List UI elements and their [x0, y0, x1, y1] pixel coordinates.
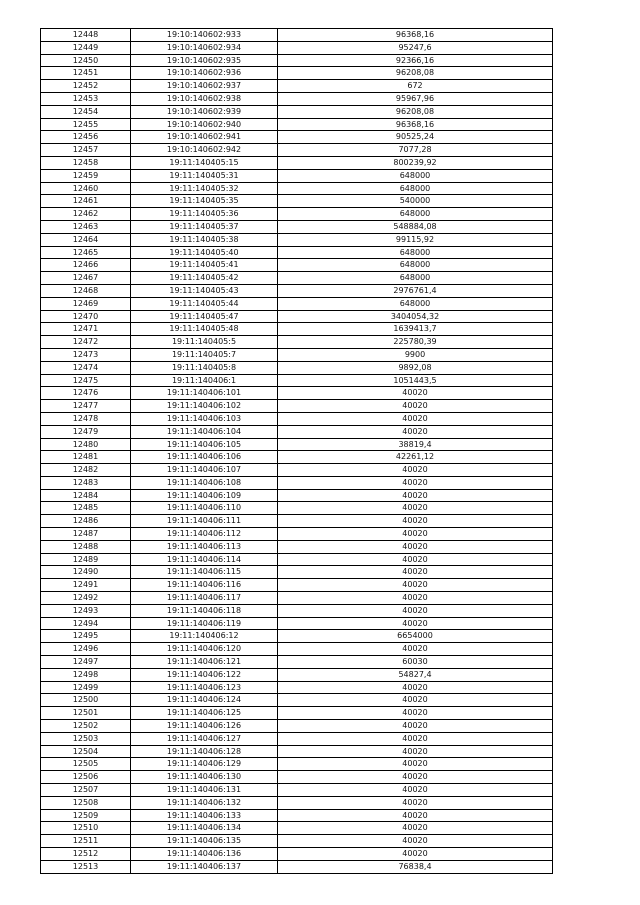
row-number-cell: 12504	[41, 745, 131, 758]
table-row	[41, 604, 553, 617]
table-row	[41, 387, 553, 400]
cadastral-number-cell: 19:10:140602:937	[131, 80, 278, 93]
table-row	[41, 656, 553, 669]
table-row	[41, 348, 553, 361]
cadastral-number-cell: 19:11:140405:48	[131, 323, 278, 336]
cadastral-number-cell: 19:11:140405:36	[131, 208, 278, 221]
value-cell: 40020	[278, 694, 553, 707]
cadastral-number-cell: 19:11:140405:47	[131, 310, 278, 323]
value-cell: 648000	[278, 272, 553, 285]
cadastral-number-cell: 19:11:140406:116	[131, 579, 278, 592]
table-row	[41, 707, 553, 720]
cadastral-number-cell: 19:10:140602:936	[131, 67, 278, 80]
table-row	[41, 208, 553, 221]
row-number-cell: 12477	[41, 400, 131, 413]
table-row	[41, 412, 553, 425]
cadastral-number-cell: 19:11:140406:120	[131, 643, 278, 656]
value-cell: 40020	[278, 617, 553, 630]
value-cell: 40020	[278, 553, 553, 566]
table-row	[41, 92, 553, 105]
value-cell: 40020	[278, 489, 553, 502]
table-row	[41, 476, 553, 489]
row-number-cell: 12512	[41, 848, 131, 861]
value-cell: 40020	[278, 604, 553, 617]
cadastral-number-cell: 19:11:140406:110	[131, 502, 278, 515]
value-cell: 40020	[278, 784, 553, 797]
value-cell: 40020	[278, 528, 553, 541]
value-cell: 40020	[278, 643, 553, 656]
row-number-cell: 12459	[41, 169, 131, 182]
value-cell: 96368,16	[278, 118, 553, 131]
value-cell: 40020	[278, 592, 553, 605]
value-cell: 672	[278, 80, 553, 93]
value-cell: 76838,4	[278, 860, 553, 873]
row-number-cell: 12497	[41, 656, 131, 669]
value-cell: 40020	[278, 848, 553, 861]
value-cell: 648000	[278, 246, 553, 259]
table-row	[41, 464, 553, 477]
value-cell: 9892,08	[278, 361, 553, 374]
value-cell: 40020	[278, 822, 553, 835]
table-row	[41, 438, 553, 451]
row-number-cell: 12479	[41, 425, 131, 438]
value-cell: 96208,08	[278, 67, 553, 80]
row-number-cell: 12501	[41, 707, 131, 720]
row-number-cell: 12509	[41, 809, 131, 822]
value-cell: 648000	[278, 208, 553, 221]
table-row	[41, 822, 553, 835]
cadastral-number-cell: 19:11:140405:37	[131, 220, 278, 233]
row-number-cell: 12483	[41, 476, 131, 489]
cadastral-number-cell: 19:10:140602:940	[131, 118, 278, 131]
value-cell: 1639413,7	[278, 323, 553, 336]
row-number-cell: 12505	[41, 758, 131, 771]
cadastral-number-cell: 19:11:140406:119	[131, 617, 278, 630]
cadastral-number-cell: 19:11:140406:134	[131, 822, 278, 835]
row-number-cell: 12468	[41, 284, 131, 297]
table-row	[41, 681, 553, 694]
cadastral-number-cell: 19:11:140405:31	[131, 169, 278, 182]
row-number-cell: 12465	[41, 246, 131, 259]
cadastral-number-cell: 19:11:140405:15	[131, 156, 278, 169]
value-cell: 40020	[278, 796, 553, 809]
value-cell: 99115,92	[278, 233, 553, 246]
value-cell: 40020	[278, 502, 553, 515]
data-table	[40, 28, 553, 874]
value-cell: 40020	[278, 566, 553, 579]
value-cell: 2976761,4	[278, 284, 553, 297]
cadastral-number-cell: 19:11:140406:135	[131, 835, 278, 848]
cadastral-number-cell: 19:11:140406:115	[131, 566, 278, 579]
row-number-cell: 12489	[41, 553, 131, 566]
cadastral-number-cell: 19:11:140406:118	[131, 604, 278, 617]
table-row	[41, 720, 553, 733]
value-cell: 40020	[278, 425, 553, 438]
cadastral-number-cell: 19:11:140406:136	[131, 848, 278, 861]
table-row	[41, 182, 553, 195]
value-cell: 60030	[278, 656, 553, 669]
cadastral-number-cell: 19:11:140406:109	[131, 489, 278, 502]
table-row	[41, 592, 553, 605]
table-row	[41, 105, 553, 118]
table-row	[41, 515, 553, 528]
cadastral-number-cell: 19:10:140602:939	[131, 105, 278, 118]
value-cell: 648000	[278, 259, 553, 272]
cadastral-number-cell: 19:11:140406:132	[131, 796, 278, 809]
row-number-cell: 12463	[41, 220, 131, 233]
value-cell: 800239,92	[278, 156, 553, 169]
row-number-cell: 12450	[41, 54, 131, 67]
table-row	[41, 502, 553, 515]
table-row	[41, 694, 553, 707]
value-cell: 40020	[278, 771, 553, 784]
row-number-cell: 12452	[41, 80, 131, 93]
table-row	[41, 784, 553, 797]
row-number-cell: 12492	[41, 592, 131, 605]
table-row	[41, 297, 553, 310]
row-number-cell: 12481	[41, 451, 131, 464]
value-cell: 9900	[278, 348, 553, 361]
cadastral-number-cell: 19:10:140602:941	[131, 131, 278, 144]
row-number-cell: 12511	[41, 835, 131, 848]
value-cell: 540000	[278, 195, 553, 208]
table-row	[41, 54, 553, 67]
row-number-cell: 12488	[41, 540, 131, 553]
table-row	[41, 643, 553, 656]
row-number-cell: 12476	[41, 387, 131, 400]
table-row	[41, 553, 553, 566]
row-number-cell: 12456	[41, 131, 131, 144]
row-number-cell: 12498	[41, 668, 131, 681]
table-row	[41, 528, 553, 541]
cadastral-number-cell: 19:11:140406:107	[131, 464, 278, 477]
table-row	[41, 771, 553, 784]
value-cell: 40020	[278, 579, 553, 592]
cadastral-number-cell: 19:11:140406:113	[131, 540, 278, 553]
value-cell: 40020	[278, 464, 553, 477]
cadastral-number-cell: 19:11:140406:101	[131, 387, 278, 400]
table-row	[41, 284, 553, 297]
value-cell: 40020	[278, 809, 553, 822]
cadastral-number-cell: 19:11:140405:7	[131, 348, 278, 361]
row-number-cell: 12455	[41, 118, 131, 131]
value-cell: 40020	[278, 515, 553, 528]
row-number-cell: 12493	[41, 604, 131, 617]
value-cell: 40020	[278, 835, 553, 848]
table-row	[41, 540, 553, 553]
cadastral-number-cell: 19:11:140405:8	[131, 361, 278, 374]
cadastral-number-cell: 19:11:140406:103	[131, 412, 278, 425]
cadastral-number-cell: 19:11:140406:129	[131, 758, 278, 771]
cadastral-number-cell: 19:11:140406:127	[131, 732, 278, 745]
value-cell: 648000	[278, 169, 553, 182]
cadastral-number-cell: 19:10:140602:933	[131, 29, 278, 42]
cadastral-number-cell: 19:11:140406:125	[131, 707, 278, 720]
table-row	[41, 732, 553, 745]
document-page	[40, 28, 552, 874]
table-row	[41, 156, 553, 169]
table-row	[41, 489, 553, 502]
value-cell: 3404054,32	[278, 310, 553, 323]
value-cell: 95967,96	[278, 92, 553, 105]
table-row	[41, 169, 553, 182]
row-number-cell: 12478	[41, 412, 131, 425]
cadastral-number-cell: 19:11:140406:131	[131, 784, 278, 797]
cadastral-number-cell: 19:11:140406:1	[131, 374, 278, 387]
table-row	[41, 323, 553, 336]
table-row	[41, 745, 553, 758]
row-number-cell: 12499	[41, 681, 131, 694]
cadastral-number-cell: 19:11:140405:43	[131, 284, 278, 297]
cadastral-number-cell: 19:11:140406:121	[131, 656, 278, 669]
value-cell: 40020	[278, 400, 553, 413]
value-cell: 96208,08	[278, 105, 553, 118]
row-number-cell: 12448	[41, 29, 131, 42]
value-cell: 40020	[278, 540, 553, 553]
value-cell: 40020	[278, 387, 553, 400]
row-number-cell: 12494	[41, 617, 131, 630]
table-row	[41, 80, 553, 93]
row-number-cell: 12454	[41, 105, 131, 118]
value-cell: 38819,4	[278, 438, 553, 451]
table-row	[41, 796, 553, 809]
table-row	[41, 668, 553, 681]
value-cell: 548884,08	[278, 220, 553, 233]
value-cell: 40020	[278, 732, 553, 745]
table-row	[41, 451, 553, 464]
cadastral-number-cell: 19:10:140602:938	[131, 92, 278, 105]
value-cell: 40020	[278, 412, 553, 425]
value-cell: 92366,16	[278, 54, 553, 67]
value-cell: 90525,24	[278, 131, 553, 144]
cadastral-number-cell: 19:11:140405:44	[131, 297, 278, 310]
table-row	[41, 41, 553, 54]
row-number-cell: 12490	[41, 566, 131, 579]
row-number-cell: 12484	[41, 489, 131, 502]
row-number-cell: 12495	[41, 630, 131, 643]
cadastral-number-cell: 19:11:140405:40	[131, 246, 278, 259]
value-cell: 648000	[278, 182, 553, 195]
row-number-cell: 12503	[41, 732, 131, 745]
cadastral-number-cell: 19:11:140405:41	[131, 259, 278, 272]
value-cell: 648000	[278, 297, 553, 310]
cadastral-number-cell: 19:11:140405:35	[131, 195, 278, 208]
value-cell: 95247,6	[278, 41, 553, 54]
table-row	[41, 630, 553, 643]
value-cell: 1051443,5	[278, 374, 553, 387]
row-number-cell: 12510	[41, 822, 131, 835]
row-number-cell: 12475	[41, 374, 131, 387]
row-number-cell: 12457	[41, 144, 131, 157]
table-row	[41, 67, 553, 80]
table-row	[41, 425, 553, 438]
table-row	[41, 848, 553, 861]
cadastral-number-cell: 19:11:140406:123	[131, 681, 278, 694]
cadastral-number-cell: 19:11:140405:5	[131, 336, 278, 349]
cadastral-number-cell: 19:11:140406:137	[131, 860, 278, 873]
table-row	[41, 195, 553, 208]
cadastral-number-cell: 19:11:140406:122	[131, 668, 278, 681]
row-number-cell: 12513	[41, 860, 131, 873]
table-row	[41, 361, 553, 374]
value-cell: 7077,28	[278, 144, 553, 157]
cadastral-number-cell: 19:11:140405:42	[131, 272, 278, 285]
table-row	[41, 809, 553, 822]
cadastral-number-cell: 19:11:140405:32	[131, 182, 278, 195]
table-row	[41, 400, 553, 413]
table-row	[41, 233, 553, 246]
table-row	[41, 246, 553, 259]
value-cell: 40020	[278, 707, 553, 720]
row-number-cell: 12473	[41, 348, 131, 361]
row-number-cell: 12480	[41, 438, 131, 451]
table-row	[41, 131, 553, 144]
cadastral-number-cell: 19:11:140406:108	[131, 476, 278, 489]
cadastral-number-cell: 19:11:140406:114	[131, 553, 278, 566]
row-number-cell: 12506	[41, 771, 131, 784]
row-number-cell: 12458	[41, 156, 131, 169]
row-number-cell: 12508	[41, 796, 131, 809]
cadastral-number-cell: 19:11:140406:102	[131, 400, 278, 413]
row-number-cell: 12462	[41, 208, 131, 221]
row-number-cell: 12502	[41, 720, 131, 733]
cadastral-number-cell: 19:11:140406:105	[131, 438, 278, 451]
row-number-cell: 12464	[41, 233, 131, 246]
table-row	[41, 617, 553, 630]
value-cell: 96368,16	[278, 29, 553, 42]
table-row	[41, 566, 553, 579]
value-cell: 6654000	[278, 630, 553, 643]
cadastral-number-cell: 19:11:140406:12	[131, 630, 278, 643]
row-number-cell: 12472	[41, 336, 131, 349]
row-number-cell: 12470	[41, 310, 131, 323]
table-row	[41, 835, 553, 848]
value-cell: 40020	[278, 681, 553, 694]
cadastral-number-cell: 19:10:140602:935	[131, 54, 278, 67]
row-number-cell: 12449	[41, 41, 131, 54]
row-number-cell: 12467	[41, 272, 131, 285]
row-number-cell: 12453	[41, 92, 131, 105]
cadastral-number-cell: 19:11:140406:126	[131, 720, 278, 733]
row-number-cell: 12471	[41, 323, 131, 336]
table-row	[41, 29, 553, 42]
table-row	[41, 579, 553, 592]
table-row	[41, 310, 553, 323]
row-number-cell: 12491	[41, 579, 131, 592]
cadastral-number-cell: 19:11:140406:130	[131, 771, 278, 784]
table-row	[41, 220, 553, 233]
table-row	[41, 374, 553, 387]
cadastral-number-cell: 19:11:140406:111	[131, 515, 278, 528]
value-cell: 40020	[278, 476, 553, 489]
cadastral-number-cell: 19:11:140405:38	[131, 233, 278, 246]
cadastral-number-cell: 19:11:140406:133	[131, 809, 278, 822]
cadastral-number-cell: 19:11:140406:117	[131, 592, 278, 605]
cadastral-number-cell: 19:11:140406:106	[131, 451, 278, 464]
table-row	[41, 860, 553, 873]
cadastral-number-cell: 19:11:140406:124	[131, 694, 278, 707]
cadastral-number-cell: 19:10:140602:934	[131, 41, 278, 54]
row-number-cell: 12496	[41, 643, 131, 656]
cadastral-number-cell: 19:11:140406:112	[131, 528, 278, 541]
table-row	[41, 336, 553, 349]
table-row	[41, 259, 553, 272]
row-number-cell: 12461	[41, 195, 131, 208]
row-number-cell: 12507	[41, 784, 131, 797]
value-cell: 40020	[278, 758, 553, 771]
table-row	[41, 118, 553, 131]
row-number-cell: 12485	[41, 502, 131, 515]
value-cell: 225780,39	[278, 336, 553, 349]
row-number-cell: 12466	[41, 259, 131, 272]
row-number-cell: 12487	[41, 528, 131, 541]
row-number-cell: 12486	[41, 515, 131, 528]
row-number-cell: 12469	[41, 297, 131, 310]
value-cell: 40020	[278, 720, 553, 733]
table-row	[41, 272, 553, 285]
cadastral-number-cell: 19:11:140406:104	[131, 425, 278, 438]
table-row	[41, 758, 553, 771]
value-cell: 40020	[278, 745, 553, 758]
cadastral-number-cell: 19:11:140406:128	[131, 745, 278, 758]
table-row	[41, 144, 553, 157]
row-number-cell: 12451	[41, 67, 131, 80]
row-number-cell: 12474	[41, 361, 131, 374]
value-cell: 42261,12	[278, 451, 553, 464]
cadastral-number-cell: 19:10:140602:942	[131, 144, 278, 157]
value-cell: 54827,4	[278, 668, 553, 681]
row-number-cell: 12500	[41, 694, 131, 707]
table-body	[41, 29, 553, 874]
row-number-cell: 12460	[41, 182, 131, 195]
row-number-cell: 12482	[41, 464, 131, 477]
